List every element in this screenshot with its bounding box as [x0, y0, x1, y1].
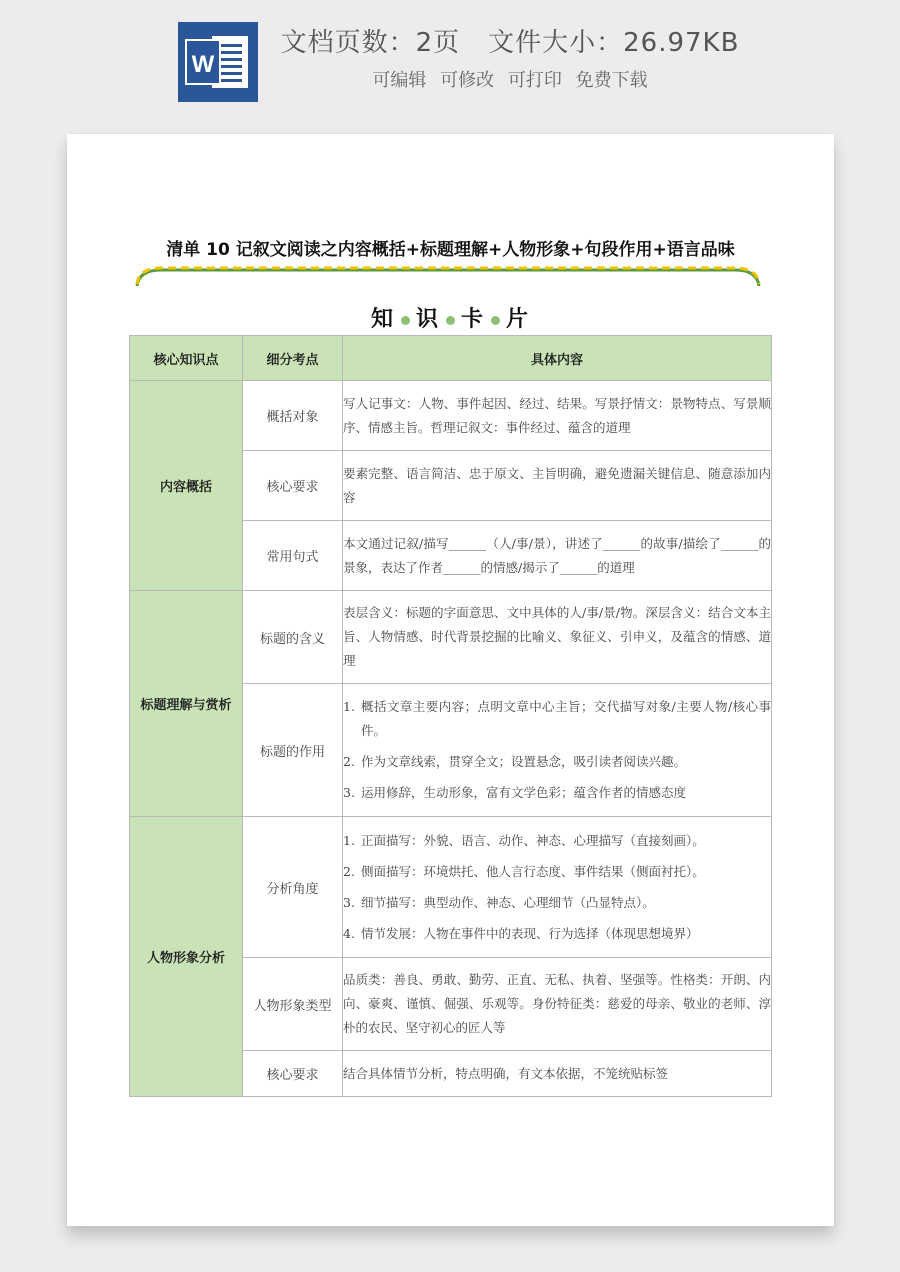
list-item: 1. 概括文章主要内容；点明文章中心主旨；交代描写对象/主要人物/核心事件。 [343, 699, 771, 738]
column-header: 核心知识点 [130, 336, 243, 381]
feature-printable: 可打印 [507, 70, 562, 91]
list-item: 4. 情节发展：人物在事件中的表现、行为选择（体现思想境界） [343, 925, 699, 941]
subtopic-cell: 标题的含义 [243, 591, 343, 684]
card-title-char: 卡 [461, 307, 486, 332]
dot-separator-icon [491, 316, 500, 325]
file-info-header [0, 0, 900, 120]
subtopic-cell: 标题的作用 [243, 684, 343, 817]
subtopic-cell: 常用句式 [243, 521, 343, 591]
content-cell [343, 817, 772, 958]
content-cell: 本文通过记叙/描写______（人/事/景），讲述了______的故事/描绘了______的景象，表达了作者______的情感/揭示了______的道理 [343, 521, 772, 591]
list-item: 1. 正面描写：外貌、语言、动作、神态、心理描写（直接刻画）。 [343, 832, 705, 848]
file-feature-list [270, 66, 750, 92]
list-item: 3. 运用修辞，生动形象，富有文学色彩；蕴含作者的情感态度 [343, 785, 687, 800]
category-cell: 标题理解与赏析 [130, 591, 243, 817]
column-header: 具体内容 [343, 336, 772, 381]
list-item: 3. 细节描写：典型动作、神态、心理细节（凸显特点）。 [343, 894, 655, 910]
feature-modifiable: 可修改 [440, 70, 495, 91]
title-underline-decoration [133, 264, 763, 290]
word-document-icon [178, 22, 258, 102]
content-cell [343, 684, 772, 817]
dot-separator-icon [401, 316, 410, 325]
content-cell: 要素完整、语言简洁、忠于原文、主旨明确，避免遗漏关键信息、随意添加内容 [343, 451, 772, 521]
subtopic-cell: 概括对象 [243, 381, 343, 451]
content-cell: 品质类：善良、勇敢、勤劳、正直、无私、执着、坚强等。性格类：开朗、内向、豪爽、谨慎、倔强、乐观等。身份特征类：慈爱的母亲、敬业的老师、淳朴的农民、坚守初心的匠人等 [343, 958, 772, 1051]
card-title-char: 识 [415, 307, 440, 332]
file-size: 文件大小：26.97KB [488, 28, 740, 58]
feature-free-download: 免费下载 [575, 70, 648, 91]
list-item: 2. 作为文章线索，贯穿全文；设置悬念，吸引读者阅读兴趣。 [343, 754, 687, 769]
knowledge-card-title [67, 302, 834, 333]
file-meta-summary [270, 22, 750, 59]
feature-editable: 可编辑 [372, 70, 427, 91]
document-page [67, 134, 834, 1226]
category-cell: 内容概括 [130, 381, 243, 591]
page-count: 文档页数：2页 [280, 28, 461, 58]
subtopic-cell: 核心要求 [243, 1051, 343, 1097]
column-header: 细分考点 [243, 336, 343, 381]
subtopic-cell: 分析角度 [243, 817, 343, 958]
content-cell: 表层含义：标题的字面意思、文中具体的人/事/景/物。深层含义：结合文本主旨、人物情感、时代背景挖掘的比喻义、象征义、引申义，及蕴含的情感、道理 [343, 591, 772, 684]
category-cell: 人物形象分析 [130, 817, 243, 1097]
svg-text:W: W [191, 51, 215, 78]
content-cell: 写人记事文：人物、事件起因、经过、结果。写景抒情文：景物特点、写景顺序、情感主旨。哲理记叙文：事件经过、蕴含的道理 [343, 381, 772, 451]
table-header-row [130, 336, 772, 381]
card-title-char: 片 [506, 307, 531, 332]
dot-separator-icon [446, 316, 455, 325]
document-title: 清单 10 记叙文阅读之内容概括+标题理解+人物形象+句段作用+语言品味 [166, 240, 735, 260]
list-item: 2. 侧面描写：环境烘托、他人言行态度、事件结果（侧面衬托）。 [343, 863, 705, 879]
table-row [130, 817, 772, 958]
subtopic-cell: 核心要求 [243, 451, 343, 521]
subtopic-cell: 人物形象类型 [243, 958, 343, 1051]
knowledge-table [129, 335, 772, 1097]
content-cell: 结合具体情节分析，特点明确，有文本依据，不笼统贴标签 [343, 1051, 772, 1097]
card-title-char: 知 [370, 307, 395, 332]
table-row [130, 381, 772, 451]
table-row [130, 591, 772, 684]
